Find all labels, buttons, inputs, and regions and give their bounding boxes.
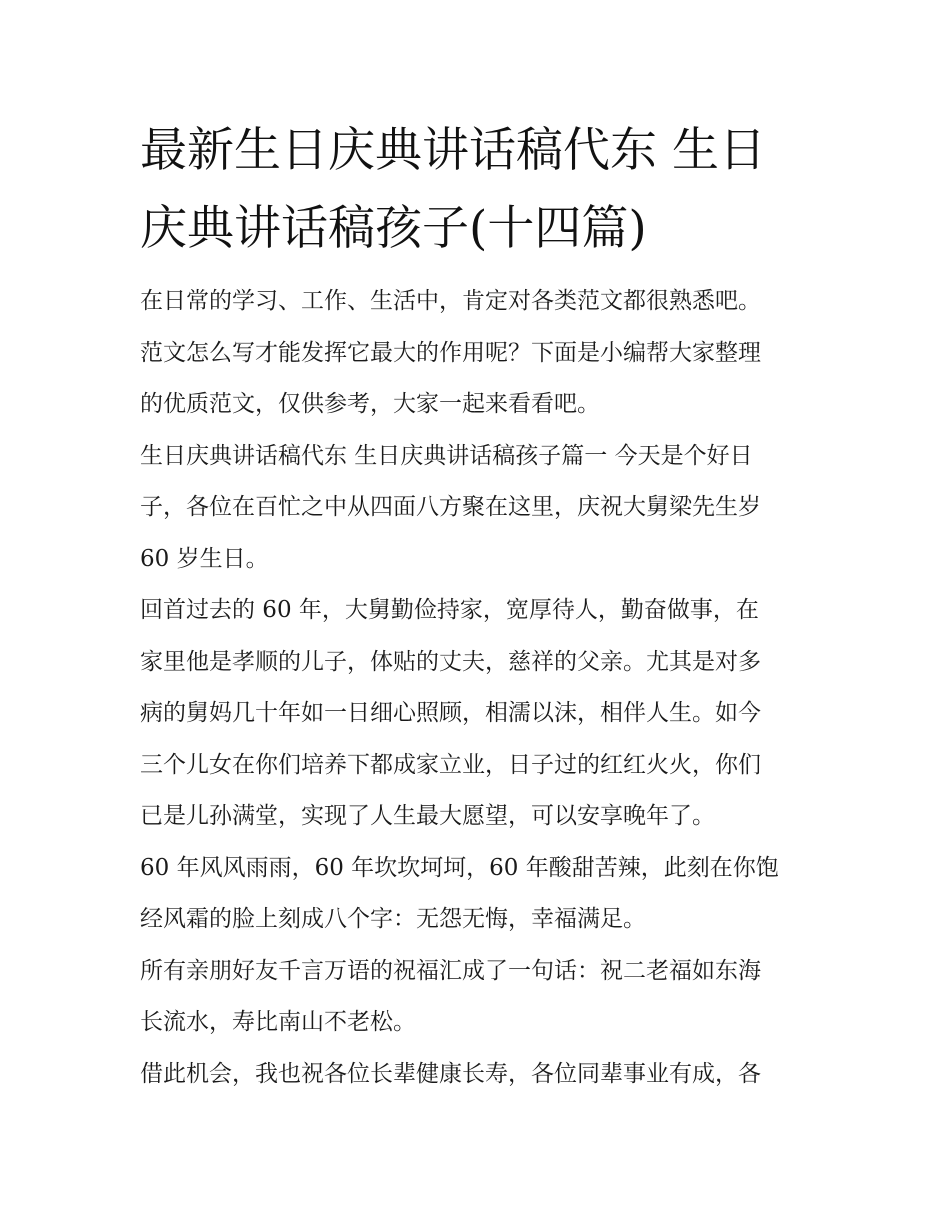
body-line: 三个儿女在你们培养下都成家立业，日子过的红红火火，你们 [140, 751, 761, 778]
body-line: 已是儿孙满堂，实现了人生最大愿望，可以安享晚年了。 [140, 803, 715, 829]
body-line: 60 年风风雨雨，60 年坎坎坷坷，60 年酸甜苦辣，此刻在你饱 [140, 854, 779, 881]
document-title [140, 112, 820, 268]
document-body [140, 276, 820, 1100]
body-line: 在日常的学习、工作、生活中，肯定对各类范文都很熟悉吧。 [140, 288, 761, 314]
body-line: 借此机会，我也祝各位长辈健康长寿，各位同辈事业有成，各 [140, 1060, 761, 1087]
body-line: 经风霜的脸上刻成八个字：无怨无悔，幸福满足。 [140, 906, 646, 932]
body-line: 60 岁生日。 [140, 545, 269, 572]
body-line: 的优质范文，仅供参考，大家一起来看看吧。 [140, 391, 600, 417]
body-line: 病的舅妈几十年如一日细心照顾，相濡以沫，相伴人生。如今 [140, 700, 761, 726]
body-line: 回首过去的 60 年，大舅勤俭持家，宽厚待人，勤奋做事，在 [140, 597, 759, 623]
title-line: 最新生日庆典讲话稿代东 生日 [140, 123, 766, 178]
body-line: 所有亲朋好友千言万语的祝福汇成了一句话：祝二老福如东海 [140, 957, 761, 984]
body-line: 长流水，寿比南山不老松。 [140, 1009, 416, 1035]
body-line: 范文怎么写才能发挥它最大的作用呢？下面是小编帮大家整理 [140, 339, 761, 366]
body-line: 家里他是孝顺的儿子，体贴的丈夫，慈祥的父亲。尤其是对多 [140, 648, 761, 675]
body-line: 生日庆典讲话稿代东 生日庆典讲话稿孩子篇一 今天是个好日 [140, 442, 753, 469]
body-line: 子，各位在百忙之中从四面八方聚在这里，庆祝大舅梁先生岁 [140, 494, 761, 520]
title-line: 庆典讲话稿孩子(十四篇) [140, 201, 647, 256]
